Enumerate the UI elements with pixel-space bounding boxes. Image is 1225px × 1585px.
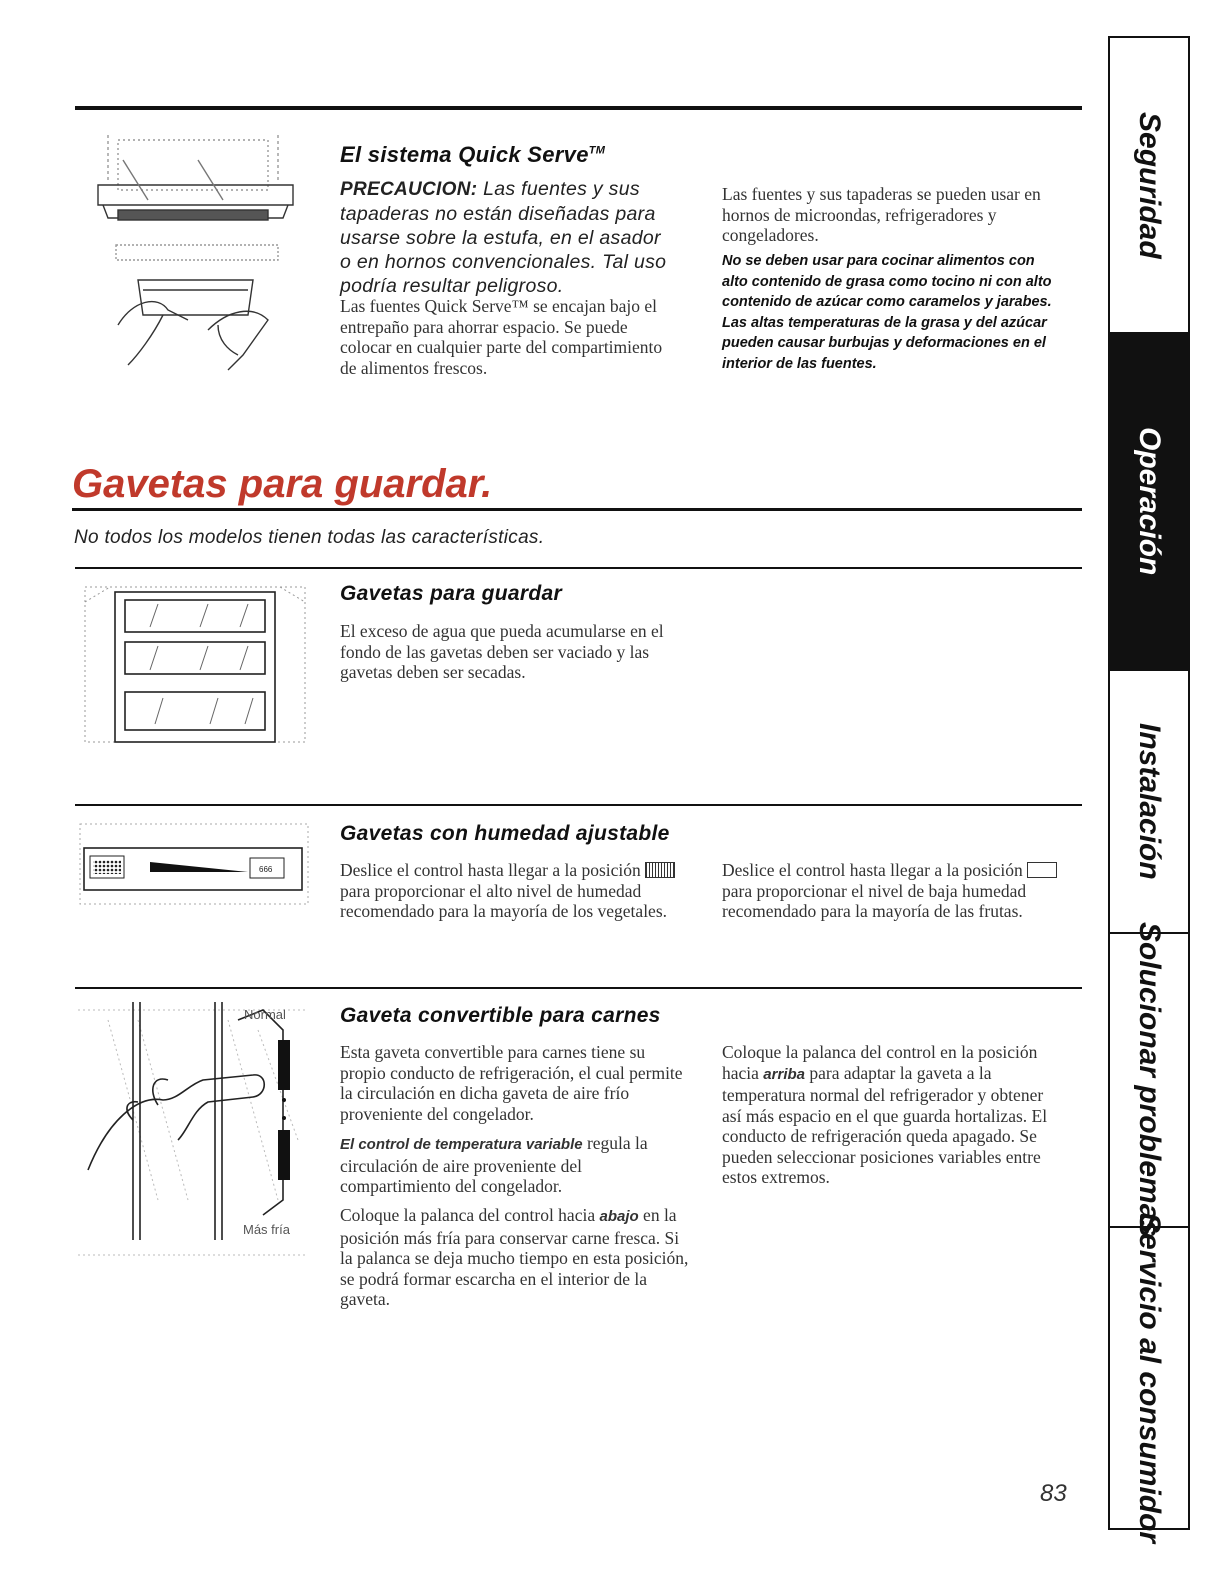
humidity-title: Gavetas con humedad ajustable [340, 822, 670, 845]
quick-serve-paragraph: Las fuentes Quick Serve™ se encajan bajo el entrepaño para ahorrar espacio. Se puede colocar en cualquier parte del compartimiento de alimentos frescos. [340, 296, 663, 378]
side-tabs [1108, 36, 1190, 1544]
rule-meat [75, 987, 1082, 989]
tab-instalacion[interactable]: Instalación [1110, 671, 1188, 934]
rule-humidity [75, 804, 1082, 806]
humidity-slider-illustration [78, 820, 313, 910]
humidity-right-text: Deslice el control hasta llegar a la posición para proporcionar el nivel de baja humedad recomendado para la mayoría de las frutas. [722, 860, 1072, 922]
quick-serve-caution: PRECAUCION: Las fuentes y sus tapaderas no están diseñadas para usarse sobre la estufa, en el asador o en hornos convencionales. Tal uso podría resultar peligroso. [340, 178, 667, 297]
storage-drawers-title: Gavetas para guardar [340, 582, 562, 605]
quick-serve-title: El sistema Quick Serve™ [340, 142, 606, 167]
top-rule [75, 106, 1082, 110]
tab-solucionar-problemas[interactable]: Solucionar problemas [1110, 934, 1188, 1228]
tab-seguridad[interactable]: Seguridad [1110, 38, 1188, 334]
meat-paragraph-2: El control de temperatura variable regula la circulación de aire proveniente del compartimiento del congelador. [340, 1133, 648, 1196]
rule-storage [75, 567, 1082, 569]
svg-text:666: 666 [259, 865, 273, 874]
quick-serve-right-paragraph: Las fuentes y sus tapaderas se pueden usar en hornos de microondas, refrigeradores y congeladores. [722, 184, 1041, 245]
meat-right-paragraph: Coloque la palanca del control en la posición hacia arriba para adaptar la gaveta a la temperatura normal del refrigerador y obtener así más espacio en el que guarda hortalizas. El conducto de refrigeración queda apagado. Se pueden seleccionar posiciones variables entre estos extremos. [722, 1042, 1048, 1187]
page-number: 83 [1040, 1480, 1067, 1507]
quick-serve-warning: No se deben usar para cocinar alimentos con alto contenido de grasa como tocino ni con alto contenido de azúcar como caramelos y jarabes. Las altas temperaturas de la grasa y del azúcar pueden causar burbujas y deformaciones en el interior de las fuentes. [722, 253, 1052, 372]
section-rule [72, 508, 1082, 511]
meat-paragraph-3: Coloque la palanca del control hacia abajo en la posición más fría para conservar carne fresca. Si la palanca se deja mucho tiempo en esta posición, se podrá formar escarcha en el interior de la gaveta. [340, 1205, 689, 1309]
label-mas-fria: Más fría [243, 1222, 290, 1237]
meat-title: Gaveta convertible para carnes [340, 1004, 661, 1027]
label-normal: Normal [244, 1007, 286, 1022]
quick-serve-illustration [78, 130, 318, 375]
section-title: Gavetas para guardar. [72, 462, 493, 506]
section-subtitle: No todos los modelos tienen todas las características. [74, 527, 545, 548]
storage-drawers-illustration [80, 582, 312, 750]
meat-paragraph-1: Esta gaveta convertible para carnes tiene su propio conducto de refrigeración, el cual permite la circulación en dicha gaveta de aire frío proveniente del congelador. [340, 1042, 683, 1124]
humidity-left-text: Deslice el control hasta llegar a la posición para proporcionar el alto nivel de humedad recomendado para la mayoría de los vegetales. [340, 860, 690, 922]
storage-drawers-text: El exceso de agua que pueda acumularse en el fondo de las gavetas deben ser vaciado y las gavetas deben ser secadas. [340, 621, 664, 682]
high-humidity-icon [645, 862, 675, 878]
tab-operacion[interactable]: Operación [1110, 334, 1188, 671]
tab-servicio-consumidor[interactable]: Servicio al consumidor [1133, 1212, 1166, 1544]
low-humidity-icon [1027, 862, 1057, 878]
